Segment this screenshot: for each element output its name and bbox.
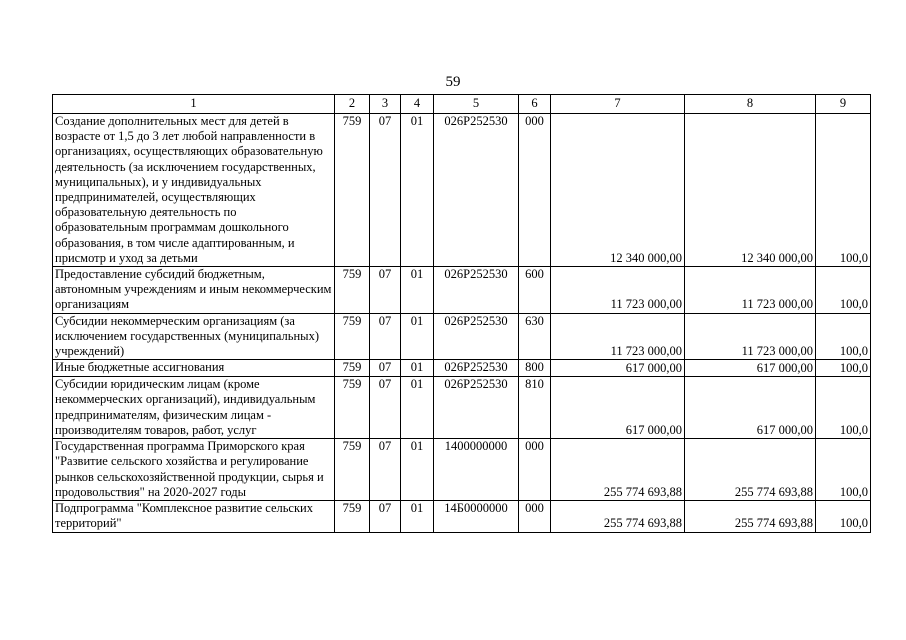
cell-subsection: 01 xyxy=(401,439,434,501)
cell-amount-executed: 255 774 693,88 xyxy=(685,501,816,532)
column-header: 6 xyxy=(519,95,551,114)
cell-expense-type: 800 xyxy=(519,360,551,377)
cell-amount-executed: 12 340 000,00 xyxy=(685,114,816,267)
cell-section: 07 xyxy=(370,360,401,377)
row-name: Субсидии некоммерческим организациям (за исключением государственных (муниципальных) учреждений) xyxy=(53,313,335,360)
cell-code: 759 xyxy=(335,501,370,532)
cell-target: 1400000000 xyxy=(434,439,519,501)
cell-code: 759 xyxy=(335,360,370,377)
cell-target: 026P252530 xyxy=(434,114,519,267)
cell-subsection: 01 xyxy=(401,313,434,360)
row-name: Субсидии юридическим лицам (кроме некоммерческих организаций), индивидуальным предпринимателям, физическим лицам - производителям товаров, работ, услуг xyxy=(53,377,335,439)
cell-section: 07 xyxy=(370,313,401,360)
row-name: Государственная программа Приморского края "Развитие сельского хозяйства и регулирование рынков сельскохозяйственной продукции, сырья и продовольствия" на 2020-2027 годы xyxy=(53,439,335,501)
row-name: Предоставление субсидий бюджетным, автономным учреждениям и иным некоммерческим организациям xyxy=(53,267,335,314)
cell-amount: 617 000,00 xyxy=(551,377,685,439)
row-name: Создание дополнительных мест для детей в возрасте от 1,5 до 3 лет любой направленности в организациях, осуществляющих образовательную деятельность (за исключением государственных, муниципальных), и у индивидуальных предпринимателей, осуществляющих образовательную деятельность по образовательным программам дошкольного образования, в том числе адаптированным, и присмотр и уход за детьми xyxy=(53,114,335,267)
cell-percent: 100,0 xyxy=(816,313,871,360)
column-header: 3 xyxy=(370,95,401,114)
cell-amount: 11 723 000,00 xyxy=(551,267,685,314)
cell-percent: 100,0 xyxy=(816,501,871,532)
cell-target: 026P252530 xyxy=(434,313,519,360)
cell-target: 14Б0000000 xyxy=(434,501,519,532)
cell-amount: 617 000,00 xyxy=(551,360,685,377)
row-name: Иные бюджетные ассигнования xyxy=(53,360,335,377)
column-header: 8 xyxy=(685,95,816,114)
column-header: 5 xyxy=(434,95,519,114)
cell-subsection: 01 xyxy=(401,501,434,532)
cell-subsection: 01 xyxy=(401,377,434,439)
cell-subsection: 01 xyxy=(401,360,434,377)
cell-amount: 255 774 693,88 xyxy=(551,501,685,532)
cell-code: 759 xyxy=(335,267,370,314)
column-header: 2 xyxy=(335,95,370,114)
cell-expense-type: 000 xyxy=(519,501,551,532)
table-row xyxy=(53,313,871,360)
budget-table xyxy=(52,94,871,533)
table-row xyxy=(53,267,871,314)
cell-percent: 100,0 xyxy=(816,267,871,314)
table-row xyxy=(53,439,871,501)
table-row xyxy=(53,501,871,532)
cell-target: 026P252530 xyxy=(434,377,519,439)
row-name: Подпрограмма "Комплексное развитие сельских территорий" xyxy=(53,501,335,532)
column-header: 9 xyxy=(816,95,871,114)
cell-amount-executed: 255 774 693,88 xyxy=(685,439,816,501)
cell-code: 759 xyxy=(335,114,370,267)
cell-subsection: 01 xyxy=(401,114,434,267)
cell-section: 07 xyxy=(370,439,401,501)
cell-amount-executed: 11 723 000,00 xyxy=(685,267,816,314)
cell-code: 759 xyxy=(335,313,370,360)
cell-subsection: 01 xyxy=(401,267,434,314)
cell-amount: 11 723 000,00 xyxy=(551,313,685,360)
cell-amount-executed: 11 723 000,00 xyxy=(685,313,816,360)
cell-expense-type: 630 xyxy=(519,313,551,360)
cell-target: 026P252530 xyxy=(434,360,519,377)
column-header: 1 xyxy=(53,95,335,114)
cell-section: 07 xyxy=(370,114,401,267)
cell-code: 759 xyxy=(335,439,370,501)
cell-percent: 100,0 xyxy=(816,377,871,439)
cell-amount: 12 340 000,00 xyxy=(551,114,685,267)
cell-expense-type: 000 xyxy=(519,114,551,267)
cell-expense-type: 600 xyxy=(519,267,551,314)
table-row xyxy=(53,114,871,267)
table-header-row xyxy=(53,95,871,114)
cell-section: 07 xyxy=(370,377,401,439)
cell-expense-type: 810 xyxy=(519,377,551,439)
cell-code: 759 xyxy=(335,377,370,439)
cell-percent: 100,0 xyxy=(816,360,871,377)
cell-section: 07 xyxy=(370,267,401,314)
cell-amount-executed: 617 000,00 xyxy=(685,360,816,377)
table-row xyxy=(53,377,871,439)
cell-amount-executed: 617 000,00 xyxy=(685,377,816,439)
column-header: 4 xyxy=(401,95,434,114)
table-row xyxy=(53,360,871,377)
cell-target: 026P252530 xyxy=(434,267,519,314)
cell-section: 07 xyxy=(370,501,401,532)
page-number: 59 xyxy=(445,74,461,90)
cell-expense-type: 000 xyxy=(519,439,551,501)
cell-percent: 100,0 xyxy=(816,439,871,501)
cell-percent: 100,0 xyxy=(816,114,871,267)
column-header: 7 xyxy=(551,95,685,114)
cell-amount: 255 774 693,88 xyxy=(551,439,685,501)
